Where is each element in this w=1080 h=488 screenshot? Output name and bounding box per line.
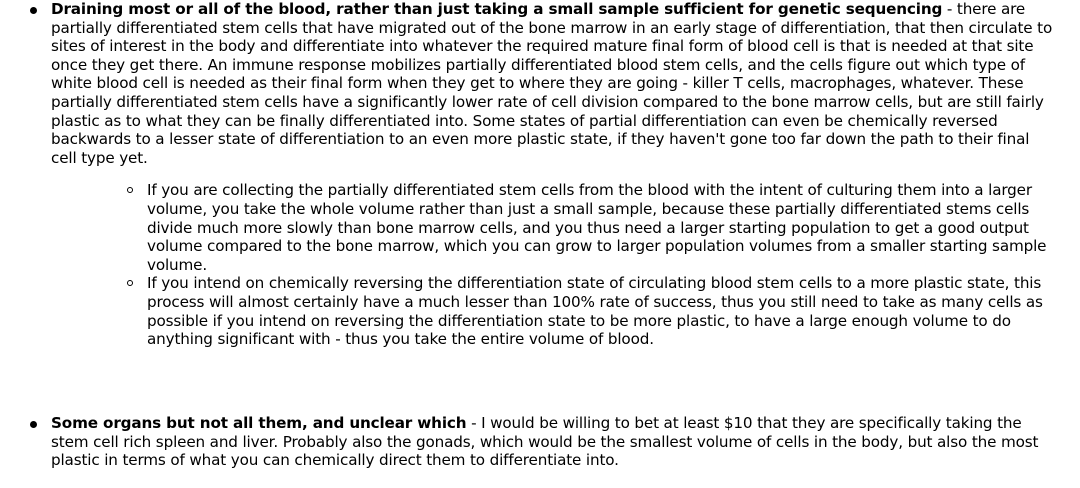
sub-list-item xyxy=(99,274,1057,348)
bullet-circle-icon xyxy=(127,187,133,193)
sub-list-item-text: If you intend on chemically reversing the differentiation state of circulating blood stem cells to a more plastic state, this process will almost certainly have a much lesser than 100% rate of success, thus you still need to take as many cells as possible if you intend on reversing the differentiation state to be more plastic, to have a large enough volume to do anything significant with - thus you take the entire volume of blood. xyxy=(147,274,1043,349)
list-item-text xyxy=(51,414,1057,470)
bullet-circle-icon xyxy=(127,280,133,286)
sub-list-item-text: If you are collecting the partially differentiated stem cells from the blood with the intent of culturing them into a larger volume, you take the whole volume rather than just a small sample, because these partially differentiated stems cells divide much more slowly than bone marrow cells, and you thus need a larger starting population to get a good output volume compared to the bone marrow, which you can grow to larger population volumes from a smaller starting sample volume. xyxy=(147,181,1047,274)
list-item-body: - I would be willing to bet at least $10 that they are specifically taking the stem cell rich spleen and liver. Probably also the gonads, which would be the smallest volume of cells in the body, but also the most plastic in terms of what you can chemically direct them to differentiate into. xyxy=(51,414,1039,470)
list-item-heading: Some organs but not all them, and unclear which xyxy=(51,414,467,432)
bullet-dot-icon xyxy=(30,7,37,14)
sub-list-item xyxy=(99,181,1057,274)
list-item-body: - there are partially differentiated stem cells that have migrated out of the bone marrow in an early stage of differentiation, that then circulate to sites of interest in the body and differentiate into whatever the required mature final form of blood cell is that is needed at that site once they get there. An immune response mobilizes partially differentiated blood stem cells, and the cells figure out which type of white blood cell is needed as their final form when they get to where they are going - killer T cells, macrophages, whatever. These partially differentiated stem cells have a significantly lower rate of cell division compared to the bone marrow cells, but are still fairly plastic as to what they can be finally differentiated into. Some states of partial differentiation can even be chemically reversed backwards to a lesser state of differentiation to an even more plastic state, if they haven't gone too far down the path to their final cell type yet. xyxy=(51,0,1053,167)
bullet-dot-icon xyxy=(30,421,37,428)
list-item-text xyxy=(51,0,1057,167)
list-item xyxy=(0,414,1057,470)
sub-list xyxy=(51,181,1057,348)
list-item-heading: Draining most or all of the blood, rather than just taking a small sample sufficient for genetic sequencing xyxy=(51,0,943,18)
